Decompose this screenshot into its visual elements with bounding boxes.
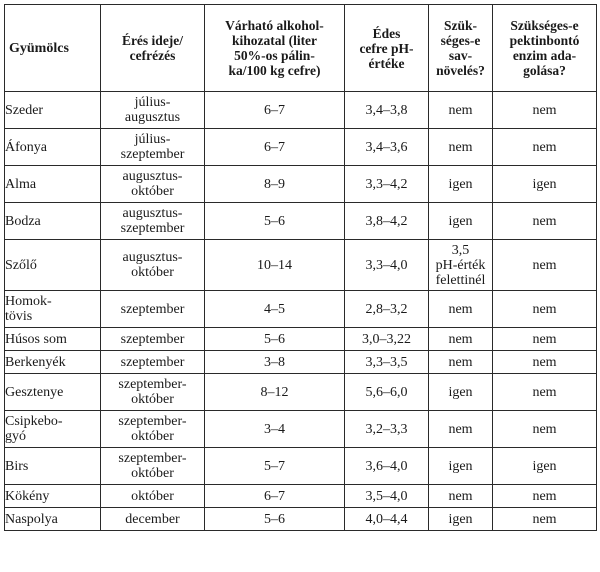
fruit-name-cell [5, 374, 101, 411]
alcohol-yield-cell-text: 8–12 [260, 384, 289, 400]
header-ripening-time: Érés ideje/ cefrézés [101, 5, 205, 92]
ripening-time-cell-text: szeptember [120, 301, 185, 317]
ripening-time-cell [101, 448, 205, 485]
ripening-time-cell-text: szeptember [120, 354, 185, 370]
mash-ph-cell-text: 2,8–3,2 [365, 301, 408, 317]
fruit-name-cell-text: Gesztenye [5, 384, 64, 400]
mash-ph-cell [345, 351, 429, 374]
alcohol-yield-cell-text: 5–6 [264, 331, 285, 347]
table-row [5, 374, 597, 411]
fruit-name-cell-text: Szőlő [5, 257, 37, 273]
pectinase-enzyme-cell-text: nem [532, 331, 557, 347]
mash-ph-cell-text: 3,5–4,0 [365, 488, 408, 504]
mash-ph-cell-text: 3,6–4,0 [365, 458, 408, 474]
fruit-name-cell [5, 92, 101, 129]
header-fruit: Gyümölcs [5, 5, 101, 92]
acid-increase-cell-text: igen [448, 176, 473, 192]
alcohol-yield-cell-text: 5–6 [264, 511, 285, 527]
mash-ph-cell-text: 3,0–3,22 [362, 331, 411, 347]
alcohol-yield-cell-text: 4–5 [264, 301, 285, 317]
pectinase-enzyme-cell [493, 240, 597, 291]
fruit-name-cell [5, 351, 101, 374]
alcohol-yield-cell [205, 240, 345, 291]
fruit-name-cell-text: Alma [5, 176, 37, 192]
mash-ph-cell [345, 448, 429, 485]
pectinase-enzyme-cell-text: nem [532, 511, 557, 527]
ripening-time-cell [101, 129, 205, 166]
acid-increase-cell [429, 166, 493, 203]
acid-increase-cell-text: igen [448, 213, 473, 229]
acid-increase-cell [429, 291, 493, 328]
fruit-name-cell-text: Áfonya [5, 139, 47, 155]
acid-increase-cell [429, 240, 493, 291]
mash-ph-cell [345, 328, 429, 351]
pectinase-enzyme-cell-text: igen [532, 176, 557, 192]
mash-ph-cell-text: 3,3–4,0 [365, 257, 408, 273]
acid-increase-cell-text: nem [448, 139, 473, 155]
fruit-name-cell-text: Kökény [5, 488, 50, 504]
pectinase-enzyme-cell-text: nem [532, 102, 557, 118]
ripening-time-cell [101, 485, 205, 508]
fruit-name-cell-text: Húsos som [5, 331, 67, 347]
ripening-time-cell-text: július- augusztus [124, 95, 181, 125]
pectinase-enzyme-cell [493, 291, 597, 328]
ripening-time-cell [101, 374, 205, 411]
mash-ph-cell-text: 3,4–3,8 [365, 102, 408, 118]
table-header-row [5, 5, 597, 92]
pectinase-enzyme-cell [493, 328, 597, 351]
pectinase-enzyme-cell-text: nem [532, 257, 557, 273]
ripening-time-cell [101, 203, 205, 240]
ripening-time-cell-text: szeptember [120, 331, 185, 347]
pectinase-enzyme-cell [493, 166, 597, 203]
mash-ph-cell-text: 3,3–3,5 [365, 354, 408, 370]
ripening-time-cell-text: szeptember- október [118, 414, 187, 444]
alcohol-yield-cell [205, 448, 345, 485]
fruit-name-cell [5, 328, 101, 351]
alcohol-yield-cell [205, 374, 345, 411]
acid-increase-cell [429, 203, 493, 240]
mash-ph-cell [345, 485, 429, 508]
ripening-time-cell-text: október [131, 488, 174, 504]
table-row [5, 291, 597, 328]
acid-increase-cell-text: igen [448, 384, 473, 400]
acid-increase-cell-text: nem [448, 421, 473, 437]
acid-increase-cell-text: nem [448, 488, 473, 504]
pectinase-enzyme-cell [493, 203, 597, 240]
pectinase-enzyme-cell [493, 508, 597, 531]
table-row [5, 328, 597, 351]
table-row [5, 351, 597, 374]
acid-increase-cell-text: nem [448, 354, 473, 370]
ripening-time-cell-text: július- szeptember [120, 132, 185, 162]
fruit-name-cell [5, 291, 101, 328]
alcohol-yield-cell-text: 5–7 [264, 458, 285, 474]
acid-increase-cell-text: igen [448, 458, 473, 474]
pectinase-enzyme-cell [493, 129, 597, 166]
mash-ph-cell-text: 5,6–6,0 [365, 384, 408, 400]
table-body [5, 92, 597, 531]
ripening-time-cell [101, 411, 205, 448]
alcohol-yield-cell-text: 3–4 [264, 421, 285, 437]
alcohol-yield-cell-text: 3–8 [264, 354, 285, 370]
pectinase-enzyme-cell [493, 92, 597, 129]
acid-increase-cell [429, 351, 493, 374]
mash-ph-cell [345, 92, 429, 129]
mash-ph-cell [345, 129, 429, 166]
mash-ph-cell [345, 411, 429, 448]
table-row [5, 448, 597, 485]
table-row [5, 485, 597, 508]
fruit-name-cell [5, 508, 101, 531]
pectinase-enzyme-cell-text: igen [532, 458, 557, 474]
pectinase-enzyme-cell-text: nem [532, 139, 557, 155]
ripening-time-cell-text: augusztus- október [122, 169, 183, 199]
fruit-name-cell-text: Csipkebo- gyó [5, 414, 63, 444]
table-row [5, 92, 597, 129]
fruit-name-cell-text: Bodza [5, 213, 41, 229]
alcohol-yield-cell [205, 328, 345, 351]
acid-increase-cell [429, 448, 493, 485]
alcohol-yield-cell [205, 508, 345, 531]
pectinase-enzyme-cell-text: nem [532, 301, 557, 317]
pectinase-enzyme-cell-text: nem [532, 421, 557, 437]
acid-increase-cell [429, 92, 493, 129]
mash-ph-cell [345, 291, 429, 328]
fruit-name-cell-text: Homok- tövis [5, 294, 52, 324]
alcohol-yield-cell [205, 351, 345, 374]
mash-ph-cell-text: 3,2–3,3 [365, 421, 408, 437]
acid-increase-cell [429, 374, 493, 411]
header-acid-increase: Szük- séges-e sav- növelés? [429, 5, 493, 92]
fruit-table [4, 4, 597, 531]
pectinase-enzyme-cell-text: nem [532, 488, 557, 504]
acid-increase-cell [429, 129, 493, 166]
ripening-time-cell [101, 240, 205, 291]
ripening-time-cell-text: december [125, 511, 180, 527]
alcohol-yield-cell [205, 166, 345, 203]
fruit-name-cell [5, 240, 101, 291]
mash-ph-cell [345, 508, 429, 531]
alcohol-yield-cell-text: 5–6 [264, 213, 285, 229]
table-row [5, 240, 597, 291]
fruit-name-cell-text: Berkenyék [5, 354, 66, 370]
ripening-time-cell [101, 508, 205, 531]
alcohol-yield-cell-text: 6–7 [264, 102, 285, 118]
acid-increase-cell [429, 328, 493, 351]
fruit-name-cell [5, 166, 101, 203]
fruit-name-cell [5, 485, 101, 508]
mash-ph-cell-text: 3,8–4,2 [365, 213, 408, 229]
acid-increase-cell [429, 485, 493, 508]
alcohol-yield-cell [205, 291, 345, 328]
alcohol-yield-cell [205, 485, 345, 508]
acid-increase-cell-text: nem [448, 331, 473, 347]
acid-increase-cell-text: igen [448, 511, 473, 527]
pectinase-enzyme-cell-text: nem [532, 384, 557, 400]
ripening-time-cell [101, 328, 205, 351]
pectinase-enzyme-cell [493, 411, 597, 448]
ripening-time-cell [101, 351, 205, 374]
header-alcohol-yield: Várható alkohol- kihozatal (liter 50%-os pálin- ka/100 kg cefre) [205, 5, 345, 92]
ripening-time-cell-text: augusztus- október [122, 250, 183, 280]
table-row [5, 203, 597, 240]
fruit-name-cell [5, 448, 101, 485]
mash-ph-cell-text: 4,0–4,4 [365, 511, 408, 527]
table-row [5, 508, 597, 531]
fruit-name-cell-text: Szeder [5, 102, 44, 118]
pectinase-enzyme-cell [493, 448, 597, 485]
ripening-time-cell-text: augusztus- szeptember [120, 206, 185, 236]
alcohol-yield-cell-text: 6–7 [264, 139, 285, 155]
fruit-name-cell [5, 411, 101, 448]
mash-ph-cell-text: 3,3–4,2 [365, 176, 408, 192]
alcohol-yield-cell-text: 10–14 [257, 257, 292, 273]
pectinase-enzyme-cell-text: nem [532, 213, 557, 229]
alcohol-yield-cell [205, 203, 345, 240]
acid-increase-cell-text: nem [448, 102, 473, 118]
acid-increase-cell [429, 411, 493, 448]
pectinase-enzyme-cell [493, 374, 597, 411]
alcohol-yield-cell-text: 6–7 [264, 488, 285, 504]
ripening-time-cell-text: szeptember- október [118, 451, 187, 481]
table-row [5, 129, 597, 166]
mash-ph-cell [345, 240, 429, 291]
mash-ph-cell-text: 3,4–3,6 [365, 139, 408, 155]
acid-increase-cell-text: nem [448, 301, 473, 317]
fruit-name-cell-text: Birs [5, 458, 29, 474]
pectinase-enzyme-cell [493, 485, 597, 508]
acid-increase-cell-text: 3,5 pH-érték felettinél [435, 242, 486, 288]
fruit-name-cell [5, 203, 101, 240]
acid-increase-cell [429, 508, 493, 531]
ripening-time-cell [101, 92, 205, 129]
fruit-name-cell [5, 129, 101, 166]
alcohol-yield-cell-text: 8–9 [264, 176, 285, 192]
alcohol-yield-cell [205, 92, 345, 129]
mash-ph-cell [345, 166, 429, 203]
pectinase-enzyme-cell-text: nem [532, 354, 557, 370]
mash-ph-cell [345, 203, 429, 240]
alcohol-yield-cell [205, 129, 345, 166]
table-row [5, 166, 597, 203]
alcohol-yield-cell [205, 411, 345, 448]
ripening-time-cell-text: szeptember- október [118, 377, 187, 407]
ripening-time-cell [101, 166, 205, 203]
pectinase-enzyme-cell [493, 351, 597, 374]
fruit-name-cell-text: Naspolya [5, 511, 58, 527]
header-pectinase-enzyme: Szükséges-e pektinbontó enzim ada- golása? [493, 5, 597, 92]
table-row [5, 411, 597, 448]
ripening-time-cell [101, 291, 205, 328]
header-mash-ph: Édes cefre pH- értéke [345, 5, 429, 92]
mash-ph-cell [345, 374, 429, 411]
